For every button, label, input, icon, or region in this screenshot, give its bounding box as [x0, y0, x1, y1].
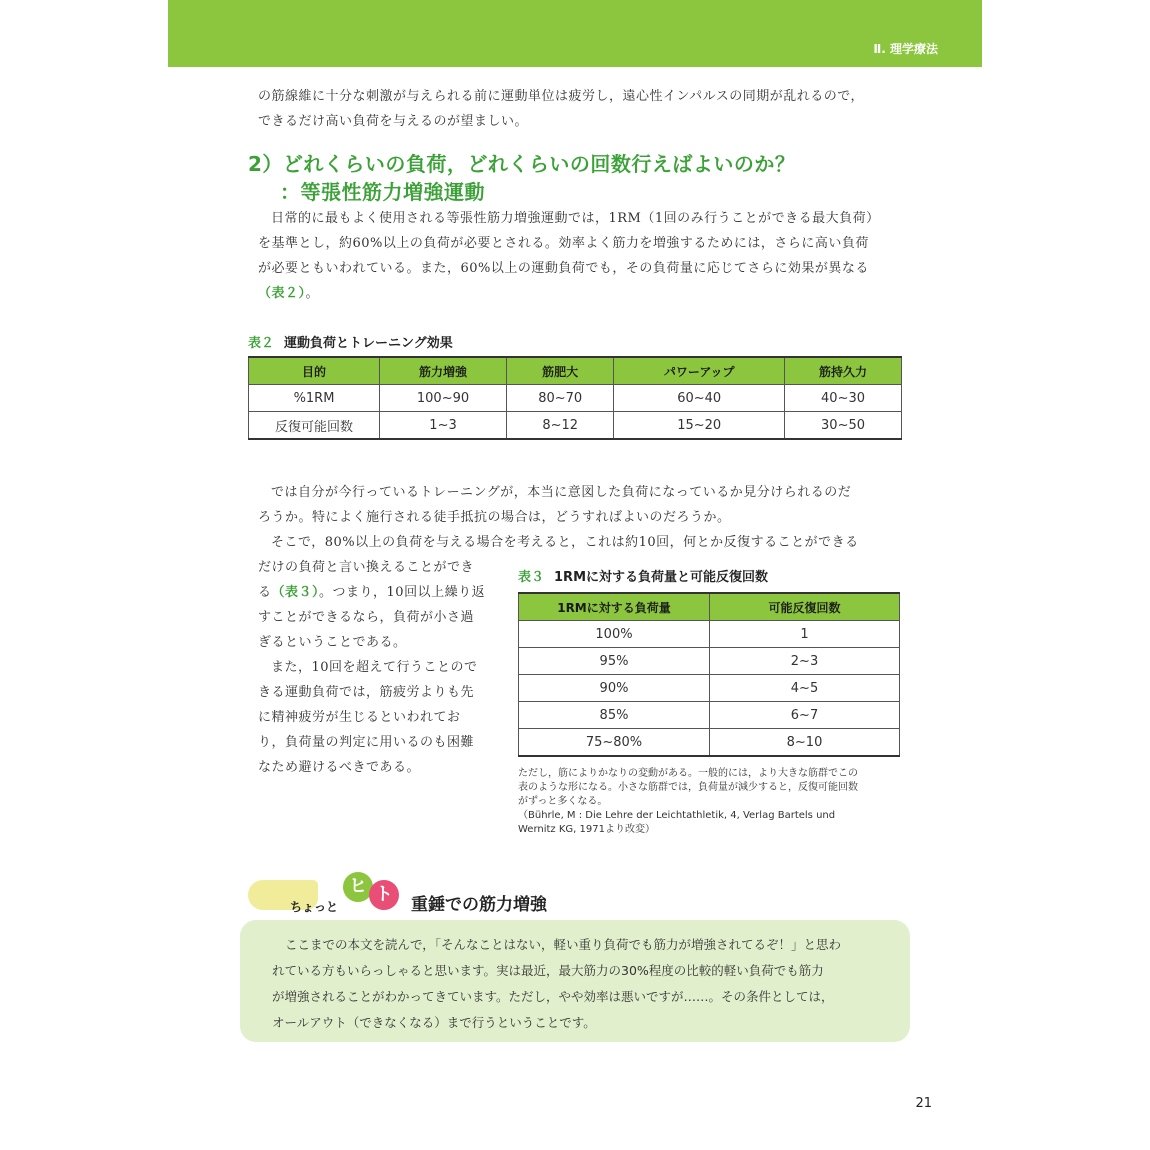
table3-title — [518, 566, 768, 585]
paragraph-line: り，負荷量の判定に用いるのも困難 — [258, 735, 475, 750]
table-cell: 95% — [519, 648, 710, 675]
hint-line: オールアウト（できなくなる）まで行うということです。 — [272, 1015, 596, 1030]
table-header-cell: パワーアップ — [614, 357, 785, 385]
table-row — [519, 729, 900, 757]
paragraph-line: ろうか。特によく施行される徒手抵抗の場合は，どうすればよいのだろうか。 — [258, 510, 731, 525]
paragraph-line: が必要ともいわれている。また，60%以上の運動負荷でも，その負荷量に応じてさらに効果が異なる — [258, 261, 869, 276]
paragraph-line: に精神疲労が生じるといわれてお — [258, 710, 461, 725]
table3 — [518, 592, 900, 757]
note-line: がずっと多くなる。 — [518, 796, 608, 807]
table-header-cell: 可能反復回数 — [710, 593, 900, 621]
paragraph-line: なため避けるべきである。 — [258, 760, 421, 775]
table2-title-text: 運動負荷とトレーニング効果 — [284, 336, 453, 351]
table-cell: 4~5 — [710, 675, 900, 702]
note-line: （Bührle, M : Die Lehre der Leichtathletik, 4, Verlag Bartels und — [518, 810, 836, 821]
table-header-cell: 筋持久力 — [785, 357, 902, 385]
table-cell: 40~30 — [785, 385, 902, 412]
table-cell: 2~3 — [710, 648, 900, 675]
intro-line: の筋線維に十分な刺激が与えられる前に運動単位は疲労し，遠心性インパルスの同期が乱れるので， — [258, 89, 864, 104]
section-heading-line: 2）どれくらいの負荷，どれくらいの回数行えばよいのか？ — [248, 152, 796, 176]
header-bar — [168, 0, 982, 67]
hint-line: が増強されることがわかってきています。ただし，やや効率は悪いですが……。その条件としては， — [272, 989, 834, 1004]
table-row — [519, 648, 900, 675]
table-cell: 30~50 — [785, 412, 902, 440]
table-cell: 15~20 — [614, 412, 785, 440]
table-header-cell: 筋力増強 — [380, 357, 507, 385]
table2-title — [248, 332, 453, 351]
section-tag: Ⅱ. 理学療法 — [873, 42, 938, 56]
section-heading — [248, 150, 795, 206]
paragraph-text: 。 — [305, 286, 320, 301]
table2 — [248, 356, 902, 440]
table-cell: %1RM — [249, 385, 380, 412]
hint-bubble-hi: ヒ — [343, 872, 373, 902]
table-row — [249, 385, 902, 412]
paragraph-line: ぎるということである。 — [258, 635, 407, 650]
table-cell: 60~40 — [614, 385, 785, 412]
section-heading-subtitle: ：等張性筋力増強運動 — [280, 180, 485, 204]
table-header-cell: 1RMに対する負荷量 — [519, 593, 710, 621]
table-cell: 1 — [710, 621, 900, 648]
paragraph-1 — [258, 206, 908, 306]
note-line: ただし，筋によりかなりの変動がある。一般的には，より大きな筋群でこの — [518, 768, 858, 779]
note-line: Wernitz KG, 1971より改変） — [518, 824, 655, 835]
hint-box — [240, 920, 910, 1042]
table-row — [519, 621, 900, 648]
paragraph-line: を基準とし，約60%以上の負荷が必要とされる。効率よく筋力を増強するためには，さらに高い負荷 — [258, 236, 869, 251]
table-cell: 8~10 — [710, 729, 900, 757]
table-cell: 80~70 — [507, 385, 614, 412]
paragraph-line: だけの負荷と言い換えることができ — [258, 560, 475, 575]
table3-note — [518, 767, 908, 837]
table-header-cell: 目的 — [249, 357, 380, 385]
table-cell: 8~12 — [507, 412, 614, 440]
table-header-cell: 筋肥大 — [507, 357, 614, 385]
table2-label: 表２ — [248, 336, 275, 351]
table3-title-text: 1RMに対する負荷量と可能反復回数 — [554, 570, 769, 585]
table-row — [519, 675, 900, 702]
paragraph-line: また，10回を超えて行うことので — [271, 660, 478, 675]
table-reference: （表３） — [271, 585, 320, 600]
table-header-row — [249, 357, 902, 385]
hint-heading — [248, 868, 848, 918]
table-row — [249, 412, 902, 440]
table-cell: 90% — [519, 675, 710, 702]
intro-text — [258, 84, 908, 134]
table-cell: 反復可能回数 — [249, 412, 380, 440]
document-page — [168, 0, 982, 1150]
paragraph-line: そこで，80%以上の負荷を与える場合を考えると，これは約10回，何とか反復することができる — [271, 535, 859, 550]
table-reference: （表２） — [258, 286, 306, 301]
paragraph-text: る — [258, 585, 272, 600]
paragraph-line: すことができるなら，負荷が小さ過 — [258, 610, 475, 625]
hint-line: ここまでの本文を読んで，「そんなことはない，軽い重り負荷でも筋力が増強されてるぞ！」と思わ — [285, 937, 842, 952]
hint-prefix: ちょっと — [290, 900, 339, 914]
paragraph-line: では自分が今行っているトレーニングが，本当に意図した負荷になっているか見分けられるのだ — [271, 485, 852, 500]
paragraph-2-top — [258, 480, 908, 555]
paragraph-line: きる運動負荷では，筋疲労よりも先 — [258, 685, 475, 700]
paragraph-line: 日常的に最もよく使用される等張性筋力増強運動では，1RM（1回のみ行うことができる最大負荷） — [271, 211, 880, 226]
hint-line: れている方もいらっしゃると思います。実は最近，最大筋力の30%程度の比較的軽い負荷でも筋力 — [272, 963, 824, 978]
intro-line: できるだけ高い負荷を与えるのが望ましい。 — [258, 114, 529, 129]
paragraph-2-column — [258, 555, 508, 780]
hint-title: 重錘での筋力増強 — [411, 895, 547, 915]
note-line: 表のような形になる。小さな筋群では，負荷量が減少すると，反復可能回数 — [518, 782, 858, 793]
table-cell: 85% — [519, 702, 710, 729]
hint-bubble-to: ト — [369, 880, 399, 910]
hint-text — [272, 932, 902, 1036]
table-cell: 1~3 — [380, 412, 507, 440]
table-cell: 6~7 — [710, 702, 900, 729]
table-cell: 75~80% — [519, 729, 710, 757]
page-number: 21 — [915, 1096, 932, 1111]
table-cell: 100~90 — [380, 385, 507, 412]
paragraph-text: 。つまり，10回以上繰り返 — [319, 585, 486, 600]
table-header-row — [519, 593, 900, 621]
table-cell: 100% — [519, 621, 710, 648]
table-row — [519, 702, 900, 729]
table3-label: 表３ — [518, 570, 545, 585]
